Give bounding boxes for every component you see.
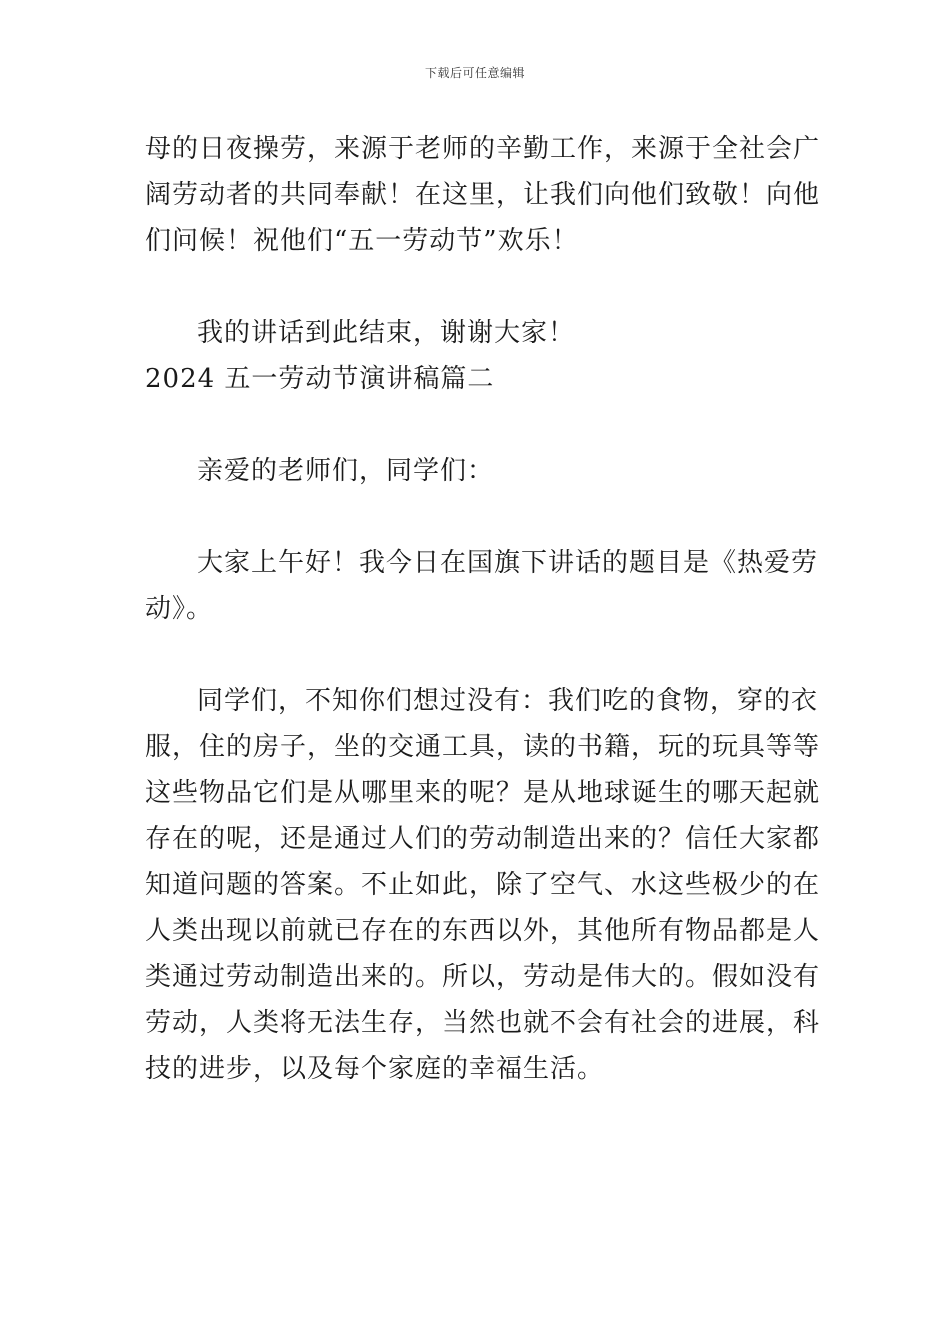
text-line: 存在的呢，还是通过人们的劳动制造出来的？信任大家都	[145, 824, 821, 854]
paragraph-greeting	[145, 540, 819, 632]
section-title: 2024 五一劳动节演讲稿篇二	[145, 364, 495, 394]
paragraph-body	[145, 678, 821, 1092]
text-line: 技的进步，以及每个家庭的幸福生活。	[145, 1054, 605, 1084]
text-line: 我的讲话到此结束，谢谢大家！	[197, 318, 576, 348]
section-heading	[145, 356, 807, 402]
text-line: 大家上午好！我今日在国旗下讲话的题目是《热爱劳	[197, 548, 819, 578]
text-line: 知道问题的答案。不止如此，除了空气、水这些极少的在	[145, 870, 821, 900]
document-body	[145, 126, 821, 1092]
paragraph-closing-thanks	[145, 126, 821, 264]
page-header-note: 下载后可任意编辑	[424, 66, 525, 80]
paragraph-salutation	[145, 448, 807, 494]
text-line: 们问候！祝他们“五一劳动节”欢乐！	[145, 226, 579, 256]
text-line: 这些物品它们是从哪里来的呢？是从地球诞生的哪天起就	[145, 778, 821, 808]
text-line: 母的日夜操劳，来源于老师的辛勤工作，来源于全社会广	[145, 134, 821, 164]
text-line: 阔劳动者的共同奉献！在这里，让我们向他们致敬！向他	[145, 180, 821, 210]
text-line: 服，住的房子，坐的交通工具，读的书籍，玩的玩具等等	[145, 732, 821, 762]
text-line: 亲爱的老师们，同学们：	[197, 456, 495, 486]
text-line: 同学们，不知你们想过没有：我们吃的食物，穿的衣	[197, 686, 819, 716]
paragraph-speech-end	[145, 310, 807, 356]
text-line: 劳动，人类将无法生存，当然也就不会有社会的进展，科	[145, 1008, 821, 1038]
text-line: 人类出现以前就已存在的东西以外，其他所有物品都是人	[145, 916, 821, 946]
text-line: 类通过劳动制造出来的。所以，劳动是伟大的。假如没有	[145, 962, 821, 992]
text-line: 动》。	[145, 594, 214, 624]
